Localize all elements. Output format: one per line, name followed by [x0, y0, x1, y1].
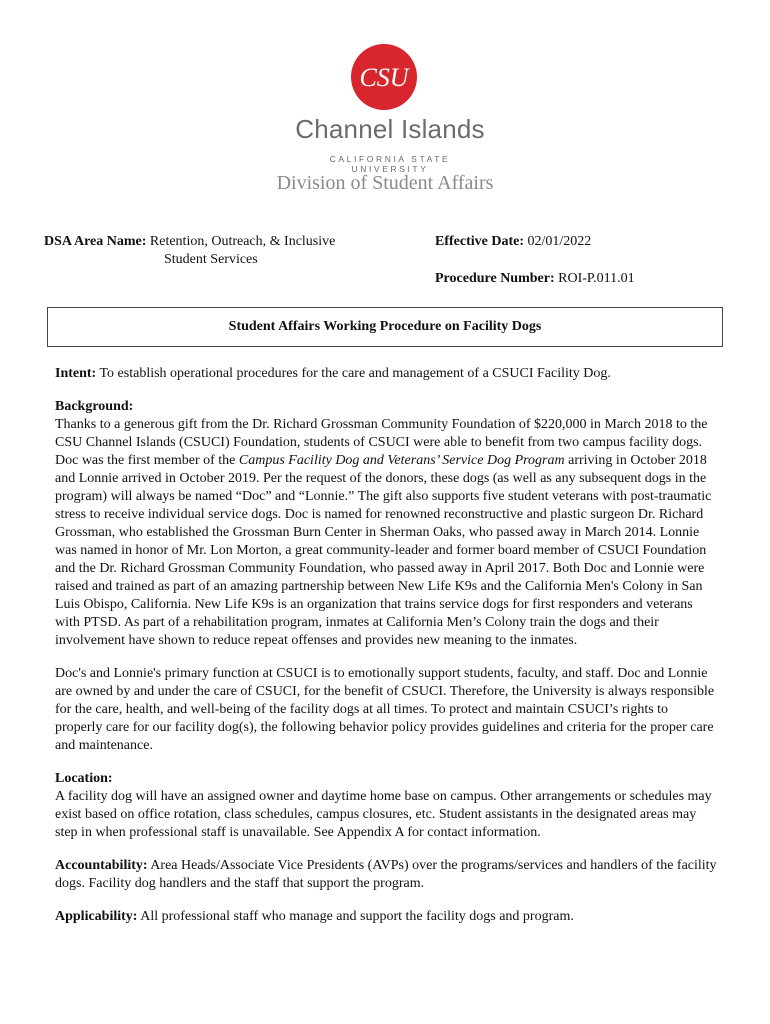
procedure-label: Procedure Number: — [435, 271, 555, 286]
location-paragraph — [55, 770, 717, 842]
effective-date — [435, 233, 591, 251]
applicability-label: Applicability: — [55, 909, 138, 924]
procedure-number — [435, 270, 635, 288]
division-heading: Division of Student Affairs — [276, 172, 494, 194]
effective-value: 02/01/2022 — [527, 234, 592, 249]
logo-subtitle: CALIFORNIA STATE UNIVERSITY — [329, 154, 451, 174]
svg-text:CSU: CSU — [359, 63, 409, 92]
background-text-b: arriving in October 2018 and Lonnie arrived in October 2019. Per the request of the donors, these dogs (as well as any subsequent dogs in the program) will always be named “Doc” and “Lonnie.” The gift also supports five student veterans with post-traumatic stress to receive individual service dogs. Doc is named for renowned reconstructive and plastic surgeon Dr. Richard Grossman, who established the Grossman Burn Center in Sherman Oaks, who passed away in March 2014. Lonnie was named in honor of Mr. Lon Morton, a great community-leader and former board member of CSUCI Foundation and the Dr. Richard Grossman Community Foundation, who passed away in April 2017. Both Doc and Lonnie were raised and trained as part of an amazing partnership between New Life K9s and the California Men's Colony in San Luis Obispo, California. New Life K9s is an organization that trains service dogs for first responders and veterans with PTSD. As part of a rehabilitation program, inmates at California Men’s Colony train the dogs and their involvement have shown to reduce repeat offenses and provides new meaning to the inmates. — [55, 453, 712, 648]
location-heading: Location: — [55, 771, 113, 786]
location-text: A facility dog will have an assigned owner and daytime home base on campus. Other arrangements or schedules may exist based on office rotation, class schedules, campus closures, etc. Student assistants in the designated areas may step in when professional staff is unavailable. See Appendix A for contact information. — [55, 789, 712, 840]
area-label: DSA Area Name: — [44, 234, 147, 249]
background-heading: Background: — [55, 399, 134, 414]
intent-text: To establish operational procedures for the care and management of a CSUCI Facility Dog. — [99, 366, 611, 381]
document-title: Student Affairs Working Procedure on Facility Dogs — [47, 307, 723, 347]
area-name — [44, 233, 374, 269]
function-paragraph: Doc's and Lonnie's primary function at CSUCI is to emotionally support students, faculty, and staff. Doc and Lonnie are owned by and under the care of CSUCI, for the benefit of CSUCI. Therefore, the University is always responsible for the care, health, and well-being of the facility dogs at all times. To protect and maintain CSUCI’s rights to properly care for our facility dog(s), the following behavior policy provides guidelines and criteria for the proper care and maintenance. — [55, 666, 715, 753]
document-body — [55, 365, 717, 941]
background-paragraph — [55, 398, 717, 650]
university-logo — [290, 44, 490, 174]
intent-paragraph — [55, 365, 717, 383]
applicability-text: All professional staff who manage and support the facility dogs and program. — [140, 909, 574, 924]
accountability-paragraph — [55, 857, 717, 893]
csu-logo-mark — [351, 44, 417, 110]
intent-label: Intent: — [55, 366, 97, 381]
effective-label: Effective Date: — [435, 234, 525, 249]
procedure-value: ROI-P.011.01 — [558, 271, 635, 286]
accountability-text: Area Heads/Associate Vice Presidents (AVPs) over the programs/services and handlers of the facility dogs. Facility dog handlers and the staff that support the program. — [55, 858, 717, 891]
applicability-paragraph — [55, 908, 717, 926]
area-value-line1: Retention, Outreach, & Inclusive — [149, 234, 336, 249]
area-value-line2: Student Services — [164, 252, 258, 267]
logo-name: Channel Islands — [295, 114, 485, 144]
background-text-a: Thanks to a generous gift from the Dr. Richard Grossman Community Foundation of $220,000 in March 2018 to the CSU Channel Islands (CSUCI) Foundation, students of CSUCI were able to benefit from two campus facility dogs. Doc was the first member of the — [55, 417, 708, 468]
accountability-label: Accountability: — [55, 858, 148, 873]
program-name: Campus Facility Dog and Veterans’ Service Dog Program — [238, 453, 565, 468]
